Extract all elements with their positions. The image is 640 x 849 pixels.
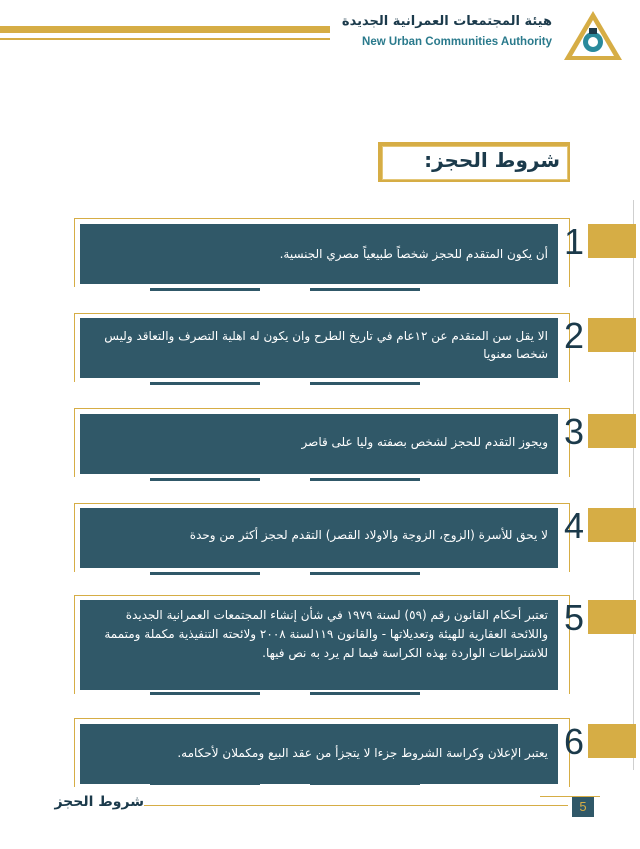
item-underline — [310, 478, 420, 481]
nuca-logo-icon — [558, 8, 628, 66]
item-underline — [310, 572, 420, 575]
footer-title: شروط الحجز — [54, 794, 144, 810]
org-name-english: New Urban Communities Authority — [362, 36, 552, 48]
page-number: 5 — [572, 797, 594, 817]
right-edge-line — [633, 200, 634, 770]
item-number: 1 — [563, 221, 585, 262]
item-underline — [310, 382, 420, 385]
item-underline — [150, 478, 260, 481]
item-number: 3 — [563, 411, 585, 452]
item-number: 6 — [563, 721, 585, 762]
item-underline — [150, 382, 260, 385]
section-title: شروط الحجز: — [424, 148, 560, 172]
item-number: 5 — [563, 597, 585, 638]
number-tab — [588, 414, 636, 448]
footer-gold-line — [144, 805, 568, 806]
number-tab — [588, 600, 636, 634]
item-text: الا يقل سن المتقدم عن ١٢عام في تاريخ الطرح وان يكون له اهلية التصرف والتعاقد وليس شخصا معنويا — [104, 329, 548, 361]
number-tab — [588, 224, 636, 258]
item-number: 4 — [563, 505, 585, 546]
number-tab — [588, 724, 636, 758]
item-underline — [150, 692, 260, 695]
item-text: أن يكون المتقدم للحجز شخصاً طبيعياً مصري الجنسية. — [279, 247, 548, 261]
item-text: لا يحق للأسرة (الزوج، الزوجة والاولاد القصر) التقدم لحجز أكثر من وحدة — [189, 528, 548, 542]
header-gold-bar — [0, 26, 330, 33]
number-tab — [588, 318, 636, 352]
item-text: ويجوز التقدم للحجز لشخص بصفته وليا على قاصر — [301, 435, 548, 449]
item-underline — [310, 288, 420, 291]
item-underline — [150, 782, 260, 785]
item-underline — [150, 288, 260, 291]
item-text: تعتبر أحكام القانون رقم (٥٩) لسنة ١٩٧٩ في شأن إنشاء المجتمعات العمرانية الجديدة واللائحة العقارية للهيئة وتعديلاتها - والقانون ١١٩لسنة ٢٠٠٨ ولائحته التنفيذية مكملة ومتممة للاشتراطات الواردة بهذه الكراسة فيما لم يرد به نص فيها. — [104, 608, 548, 660]
number-tab — [588, 508, 636, 542]
header-gold-line — [0, 38, 330, 40]
item-number: 2 — [563, 315, 585, 356]
item-text: يعتبر الإعلان وكراسة الشروط جزءا لا يتجزأ من عقد البيع ومكملان لأحكامه. — [177, 746, 548, 760]
org-name-arabic: هيئة المجتمعات العمرانية الجديدة — [341, 14, 552, 29]
item-underline — [150, 572, 260, 575]
item-underline — [310, 692, 420, 695]
item-underline — [310, 782, 420, 785]
